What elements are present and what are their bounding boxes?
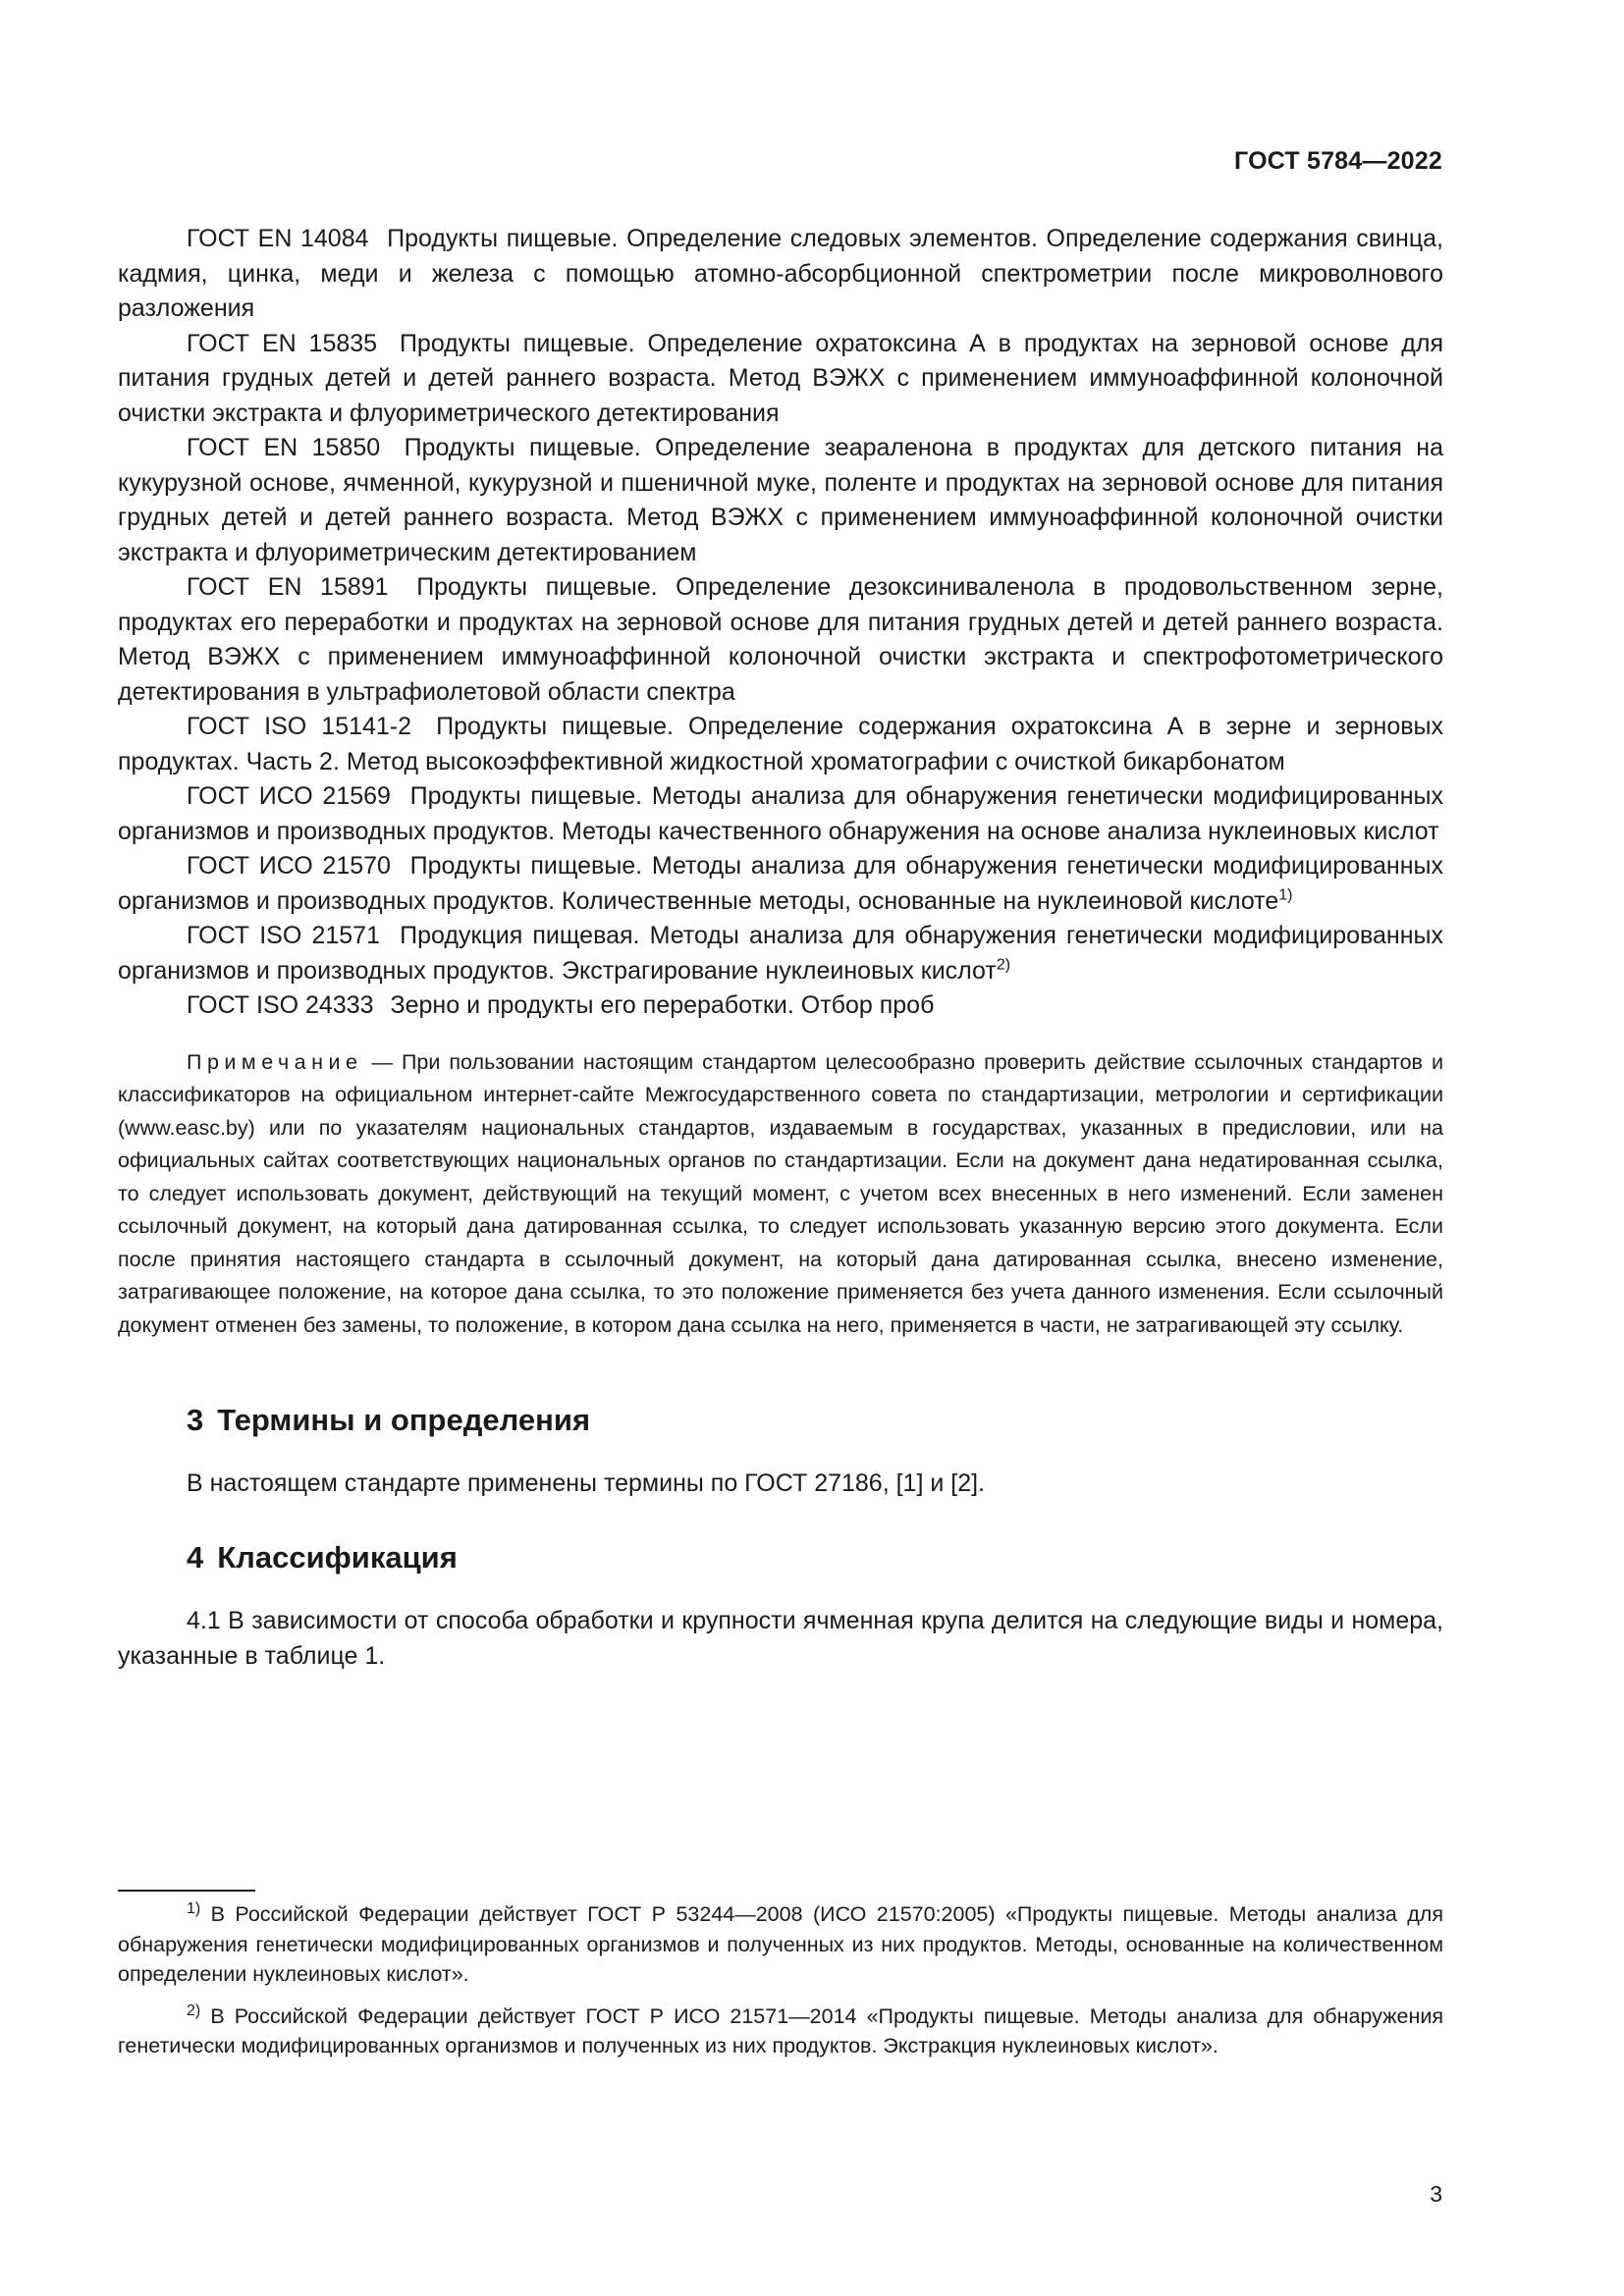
note-paragraph [118,1046,1443,1343]
reference-item [118,779,1443,849]
section-number: 4 [187,1540,204,1575]
reference-item [118,849,1443,919]
footnote-marker: 2) [996,956,1011,974]
section-heading [187,1401,1443,1440]
reference-code: ГОСТ ИСО 21569 [187,782,391,810]
reference-code: ГОСТ ISO 21571 [187,922,380,949]
footnotes [118,1890,1443,2073]
reference-text: Продукты пищевые. Определение дезоксиниваленола в продовольственном зерне, продуктах его переработки и продуктах на зерновой основе для питания грудных детей и детей раннего возраста. Метод ВЭЖХ с применением иммуноаффинной колоночной очистки экстракта и спектрофотометрического детектирования в ультрафиолетовой области спектра [118,573,1443,706]
footnote-text: В Российской Федерации действует ГОСТ Р ИСО 21571—2014 «Продукты пищевые. Методы анализа для обнаружения генетически модифицированных организмов и полученных из них продуктов. Экстракция нуклеиновых кислот». [118,2003,1443,2057]
page-content [118,222,1443,1674]
reference-text: Зерно и продукты его переработки. Отбор проб [390,991,935,1019]
clause-text: В зависимости от способа обработки и крупности ячменная крупа делится на следующие виды и номера, указанные в таблице 1. [118,1607,1443,1670]
section-paragraph: В настоящем стандарте применены термины по ГОСТ 27186, [1] и [2]. [187,1469,986,1497]
reference-code: ГОСТ EN 15850 [187,434,381,461]
reference-item [118,327,1443,432]
reference-text: Продукция пищевая. Методы анализа для обнаружения генетически модифицированных организмов и производных продуктов. Экстрагирование нуклеиновых кислот [118,922,1444,985]
reference-item [118,222,1443,327]
normative-references-list [118,222,1443,1024]
footnote-mark: 2) [187,2002,201,2019]
footnote [118,1899,1443,1990]
reference-code: ГОСТ ISO 24333 [187,991,374,1019]
clause-paragraph [118,1603,1443,1674]
reference-item [118,710,1443,779]
section-heading [187,1538,1443,1577]
reference-code: ГОСТ EN 15891 [187,573,389,601]
reference-text: Продукты пищевые. Определение следовых элементов. Определение содержания свинца, кадмия, цинка, меди и железа с помощью атомно-абсорбционной спектрометрии после микроволнового разложения [118,225,1443,322]
reference-text: Продукты пищевые. Определение содержания охратоксина А в зерне и зерновых продуктах. Часть 2. Метод высокоэффективной жидкостной хроматографии с очисткой бикарбонатом [118,713,1443,775]
note-text: — При пользовании настоящим стандартом целесообразно проверить действие ссылочных стандартов и классификаторов на официальном интернет-сайте Межгосударственного совета по стандартизации, метрологии и сертификации (www.easc.by) или по указателям национальных стандартов, издаваемым в государствах, указанных в предисловии, или на официальных сайтах соответствующих национальных органов по стандартизации. Если на документ дана недатированная ссылка, то следует использовать документ, действующий на текущий момент, с учетом всех внесенных в него изменений. Если заменен ссылочный документ, на который дана датированная ссылка, то следует использовать указанную версию этого документа. Если после принятия настоящего стандарта в ссылочный документ, на который дана датированная ссылка, внесено изменение, затрагивающее положение, на которое дана ссылка, то это положение применяется без учета данного изменения. Если ссылочный документ отменен без замены, то положение, в котором дана ссылка на него, применяется в части, не затрагивающей эту ссылку. [118,1049,1443,1337]
section-title: Классификация [217,1540,458,1575]
reference-text: Продукты пищевые. Методы анализа для обнаружения генетически модифицированных организмов и производных продуктов. Методы качественного обнаружения на основе анализа нуклеиновых кислот [118,782,1443,845]
footnote-text: В Российской Федерации действует ГОСТ Р 53244—2008 (ИСО 21570:2005) «Продукты пищевые. Методы анализа для обнаружения генетически модифицированных организмов и полученных из них продуктов. Методы, основанные на количественном определении нуклеиновых кислот». [118,1902,1443,1986]
document-header: ГОСТ 5784—2022 [1234,147,1442,175]
reference-text: Продукты пищевые. Методы анализа для обнаружения генетически модифицированных организмов и производных продуктов. Количественные методы, основанные на нуклеиновой кислоте [118,852,1443,915]
section-title: Термины и определения [217,1403,591,1437]
reference-code: ГОСТ ИСО 21570 [187,852,391,880]
reference-code: ГОСТ EN 15835 [187,329,378,357]
footnote-divider [118,1890,255,1892]
footnote [118,2002,1443,2061]
reference-code: ГОСТ EN 14084 [187,225,369,252]
clause-number: 4.1 [187,1607,221,1634]
section-number: 3 [187,1403,204,1437]
footnote-mark: 1) [187,1899,201,1917]
reference-code: ГОСТ ISO 15141-2 [187,713,412,740]
reference-text: Продукты пищевые. Определение зеараленона в продуктах для детского питания на кукурузной основе, ячменной, кукурузной и пшеничной муке, поленте и продуктах на зерновой основе для питания грудных детей и детей раннего возраста. Метод ВЭЖХ с применением иммуноаффинной колоночной очистки экстракта и флуориметрическим детектированием [118,434,1443,566]
reference-item [118,919,1443,988]
reference-item [118,431,1443,570]
reference-text: Продукты пищевые. Определение охратоксина А в продуктах на зерновой основе для питания грудных детей и детей раннего возраста. Метод ВЭЖХ с применением иммуноаффинной колоночной очистки экстракта и флуориметрического детектирования [118,329,1443,427]
page-number: 3 [1430,2181,1442,2207]
reference-item [118,988,1443,1024]
footnote-marker: 1) [1278,886,1293,904]
note-label: Примечание [187,1049,363,1074]
reference-item [118,570,1443,710]
